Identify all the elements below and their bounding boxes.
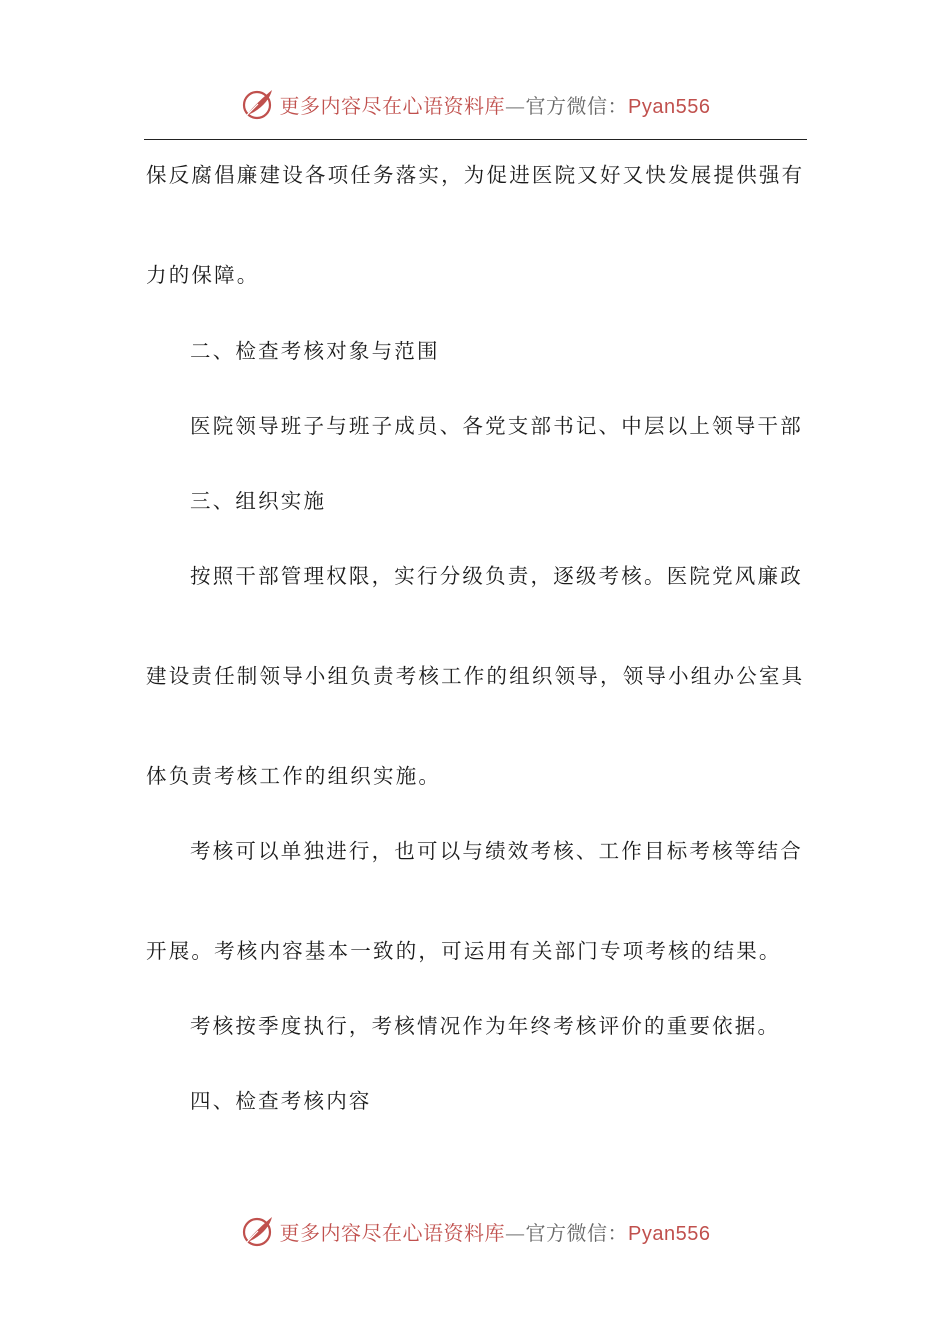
body-line-2: 力的保障。 [146, 263, 260, 287]
body-line-10: 开展。考核内容基本一致的，可运用有关部门专项考核的结果。 [146, 939, 782, 963]
header-banner-wechat-label: 官方微信： [525, 93, 629, 118]
footer-banner-separator: — [505, 1220, 526, 1245]
footer-banner-wechat-id: Pyan556 [628, 1222, 711, 1245]
section-heading-3: 三、组织实施 [190, 489, 327, 513]
header-banner-main: 更多内容尽在心语资料库 [279, 93, 506, 118]
header-banner-separator: — [505, 93, 526, 118]
footer-banner-text [280, 1217, 711, 1246]
header-banner-text [280, 90, 711, 119]
footer-banner-wechat-label: 官方微信： [525, 1220, 629, 1245]
body-line-1: 保反腐倡廉建设各项任务落实，为促进医院又好又快发展提供强有 [146, 163, 805, 187]
body-line-7: 建设责任制领导小组负责考核工作的组织领导，领导小组办公室具 [146, 664, 805, 688]
body-line-6: 按照干部管理权限，实行分级负责，逐级考核。医院党风廉政 [190, 564, 803, 588]
body-line-11: 考核按季度执行，考核情况作为年终考核评价的重要依据。 [190, 1014, 781, 1038]
section-heading-2: 二、检查考核对象与范围 [190, 339, 440, 363]
footer-banner [0, 1209, 950, 1253]
body-line-9: 考核可以单独进行，也可以与绩效考核、工作目标考核等结合 [190, 839, 803, 863]
header-banner [0, 82, 950, 126]
footer-banner-main: 更多内容尽在心语资料库 [279, 1220, 506, 1245]
quill-pen-logo-icon [240, 86, 276, 122]
body-line-8: 体负责考核工作的组织实施。 [146, 764, 442, 788]
section-heading-4: 四、检查考核内容 [190, 1089, 372, 1113]
header-banner-wechat-id: Pyan556 [628, 95, 711, 118]
header-divider [144, 139, 807, 140]
body-line-4: 医院领导班子与班子成员、各党支部书记、中层以上领导干部 [190, 414, 803, 438]
quill-pen-logo-icon [240, 1213, 276, 1249]
